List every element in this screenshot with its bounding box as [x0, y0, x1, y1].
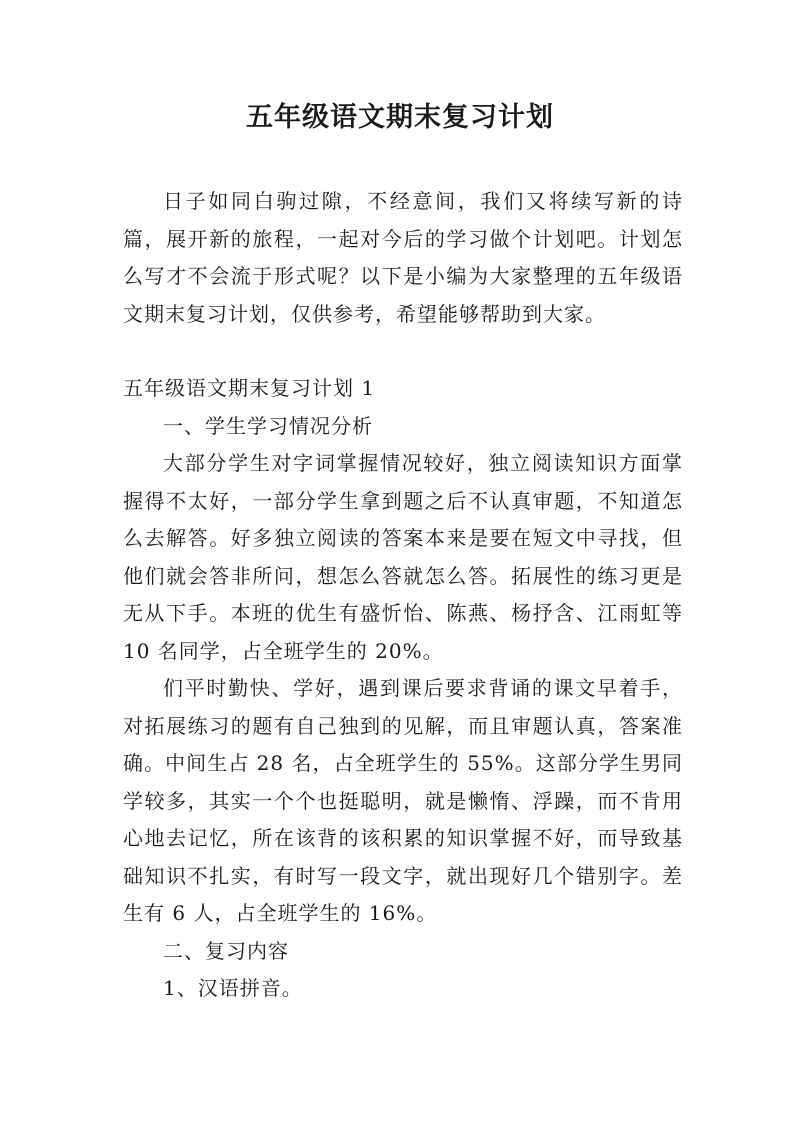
paragraph-analysis-2: 们平时勤快、学好，遇到课后要求背诵的课文早着手，对拓展练习的题有自己独到的见解，而且审题认真，答案准确。中间生占 28 名，占全班学生的 55%。这部分学生男同学较多，其实一个个也挺聪明，就是懒惰、浮躁，而不肯用心地去记忆，所在该背的该积累的知识掌握不好，而导致基础知识不扎实，有时写一段文字，就出现好几个错别字。差生有 6 人，占全班学生的 16%。	[123, 676, 683, 925]
heading-review-content: 二、复习内容	[163, 938, 289, 963]
section-title: 五年级语文期末复习计划 1	[123, 376, 376, 400]
document-title: 五年级语文期末复习计划	[246, 102, 554, 133]
document-body	[123, 183, 683, 1008]
intro-paragraph: 日子如同白驹过隙，不经意间，我们又将续写新的诗篇，展开新的旅程，一起对今后的学习做个计划吧。计划怎么写才不会流于形式呢？以下是小编为大家整理的五年级语文期末复习计划，仅供参考，希望能够帮助到大家。	[123, 189, 683, 326]
paragraph-analysis-1: 大部分学生对字词掌握情况较好，独立阅读知识方面掌握得不太好，一部分学生拿到题之后不认真审题，不知道怎么去解答。好多独立阅读的答案本来是要在短文中寻找，但他们就会答非所问，想怎么答就怎么答。拓展性的练习更是无从下手。本班的优生有盛忻怡、陈燕、杨抒含、江雨虹等 10 名同学，占全班学生的 20%。	[123, 451, 683, 663]
heading-student-analysis: 一、学生学习情况分析	[163, 413, 373, 438]
list-item-pinyin: 1、汉语拼音。	[163, 976, 303, 1000]
